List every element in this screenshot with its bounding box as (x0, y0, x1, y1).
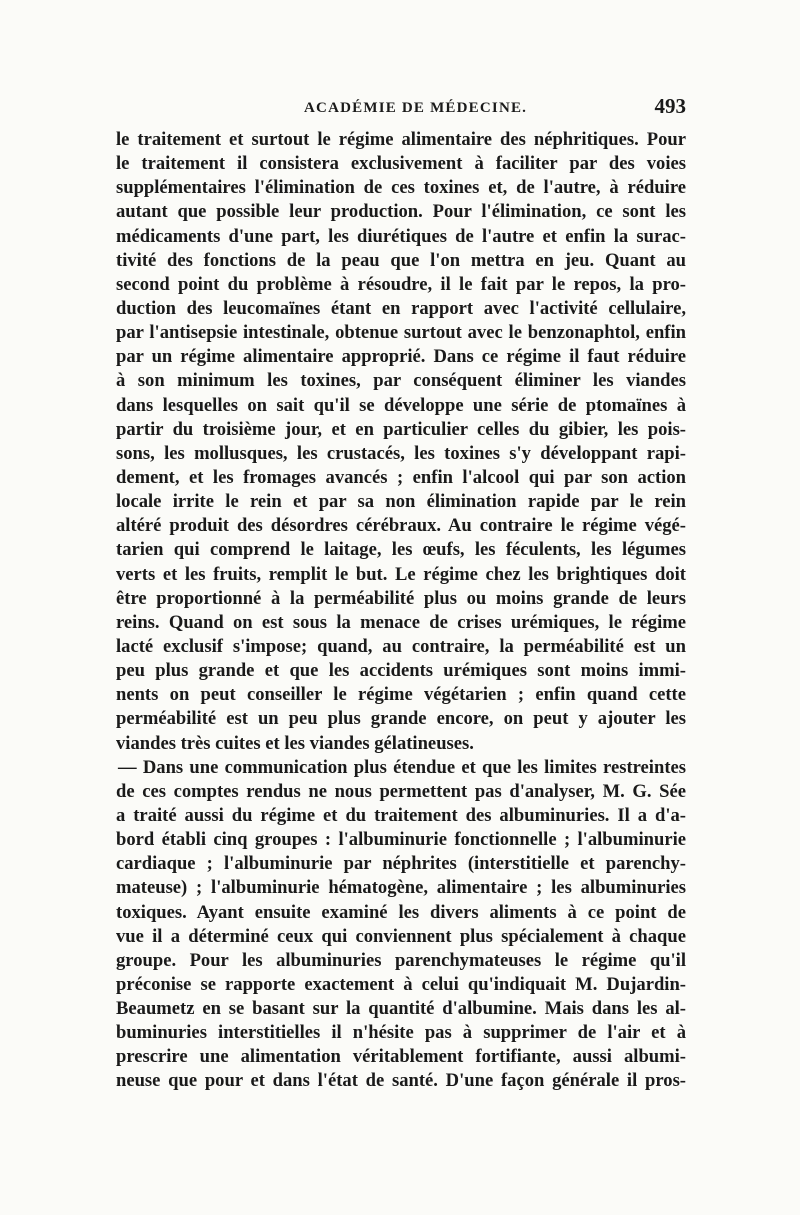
text-line: par l'antisepsie intestinale, obtenue surtout avec le benzonaphtol, enfin (116, 322, 686, 344)
text-line: buminuries interstitielles il n'hésite pas à supprimer de l'air et à (116, 1022, 686, 1044)
text-line: le traitement et surtout le régime alimentaire des néphritiques. Pour (116, 129, 686, 150)
text-line: neuse que pour et dans l'état de santé. D'une façon générale il pros- (116, 1070, 686, 1092)
text-line: le traitement il consistera exclusivement à faciliter par des voies (116, 153, 686, 175)
text-line: autant que possible leur production. Pour l'élimination, ce sont les (116, 201, 686, 223)
text-line: perméabilité est un peu plus grande encore, on peut y ajouter les (116, 708, 686, 730)
text-line: a traité aussi du régime et du traitement des albuminuries. Il a d'a- (116, 804, 686, 826)
text-line: lacté exclusif s'impose; quand, au contraire, la perméabilité est un (116, 635, 686, 657)
text-line: mateuse) ; l'albuminurie hématogène, alimentaire ; les albuminuries (116, 877, 686, 899)
running-title: ACADÉMIE DE MÉDECINE. (304, 100, 528, 116)
text-line: cardiaque ; l'albuminurie par néphrites (interstitielle et parenchy- (116, 853, 686, 875)
text-line: verts et les fruits, remplit le but. Le régime chez les brightiques doit (116, 563, 686, 585)
page-number: 493 (654, 94, 686, 118)
text-line: partir du troisième jour, et en particulier celles du gibier, les pois- (116, 418, 686, 440)
text-line: tivité des fonctions de la peau que l'on mettra en jeu. Quant au (116, 249, 686, 271)
text-line: nents on peut conseiller le régime végétarien ; enfin quand cette (116, 684, 686, 706)
text-line: groupe. Pour les albuminuries parenchymateuses le régime qu'il (116, 949, 686, 971)
text-line: médicaments d'une part, les diurétiques de l'autre et enfin la surac- (116, 225, 686, 247)
text-line: peu plus grande et que les accidents urémiques sont moins immi- (116, 660, 686, 682)
text-line: bord établi cinq groupes : l'albuminurie fonctionnelle ; l'albuminurie (116, 829, 686, 851)
text-line: Beaumetz en se basant sur la quantité d'albumine. Mais dans les al- (116, 998, 686, 1020)
text-line: locale irrite le rein et par sa non élimination rapide par le rein (116, 491, 686, 513)
text-line: altéré produit des désordres cérébraux. Au contraire le régime végé- (116, 515, 686, 537)
text-line: sons, les mollusques, les crustacés, les toxines s'y développant rapi- (116, 442, 686, 464)
text-line: toxiques. Ayant ensuite examiné les divers aliments à ce point de (116, 901, 686, 923)
text-line: prescrire une alimentation véritablement fortifiante, aussi albumi- (116, 1046, 686, 1068)
text-line: duction des leucomaïnes étant en rapport avec l'activité cellulaire, (116, 297, 686, 319)
paragraph-end-line: viandes très cuites et les viandes gélatineuses. (116, 732, 474, 754)
running-header (116, 94, 686, 124)
text-line: vue il a déterminé ceux qui conviennent plus spécialement à chaque (116, 925, 686, 947)
text-line: tarien qui comprend le laitage, les œufs, les féculents, les légumes (116, 539, 686, 561)
paragraph-start-line: — Dans une communication plus étendue et que les limites restreintes (118, 756, 686, 778)
text-line: par un régime alimentaire approprié. Dans ce régime il faut réduire (116, 346, 686, 368)
text-line: à son minimum les toxines, par conséquent éliminer les viandes (116, 370, 686, 392)
text-line: de ces comptes rendus ne nous permettent pas d'analyser, M. G. Sée (116, 780, 686, 802)
text-line: préconise se rapporte exactement à celui qu'indiquait M. Dujardin- (116, 973, 686, 995)
text-line: être proportionné à la perméabilité plus ou moins grande de leurs (116, 587, 686, 609)
text-line: second point du problème à résoudre, il le fait par le repos, la pro- (116, 273, 686, 295)
text-line: dement, et les fromages avancés ; enfin l'alcool qui par son action (116, 466, 686, 488)
text-line: reins. Quand on est sous la menace de crises urémiques, le régime (116, 611, 686, 633)
body-text (116, 128, 686, 1094)
text-line: dans lesquelles on sait qu'il se développe une série de ptomaïnes à (116, 394, 686, 416)
text-line: supplémentaires l'élimination de ces toxines et, de l'autre, à réduire (116, 177, 686, 199)
